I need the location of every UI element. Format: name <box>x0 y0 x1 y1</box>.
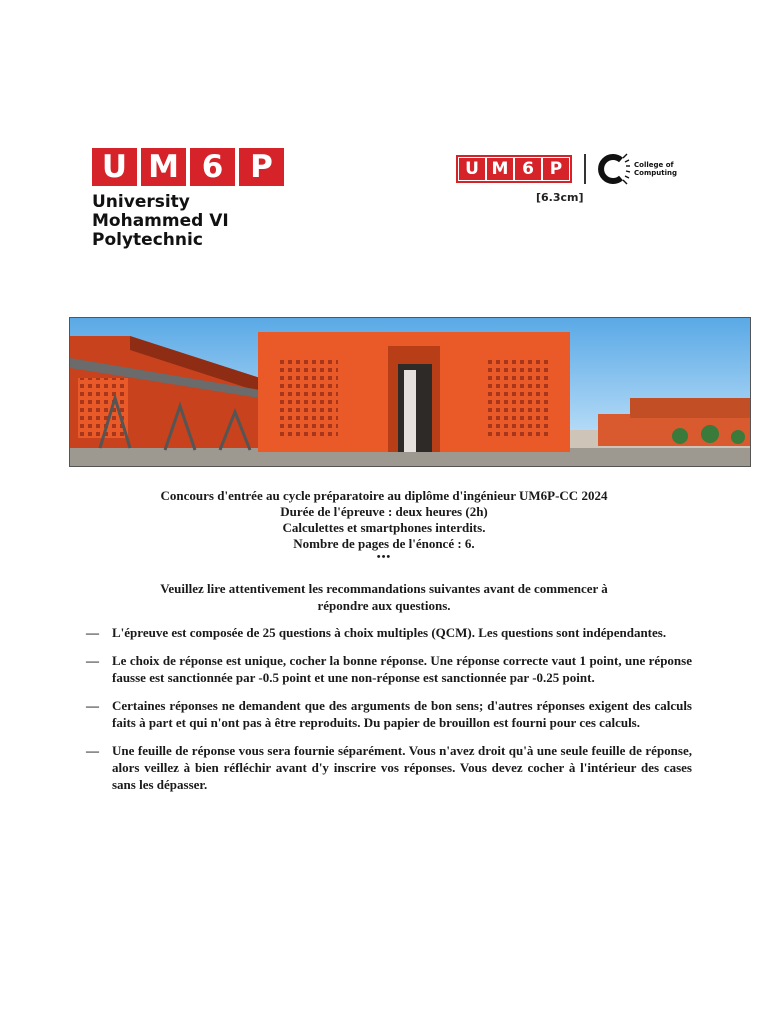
um6p-logo-letters <box>92 148 284 186</box>
logo-letter: 6 <box>190 148 235 186</box>
size-note: [6.3cm] <box>536 191 584 204</box>
logo-letter: M <box>487 158 513 180</box>
college-name-line: Computing <box>634 169 677 177</box>
dash-bullet: — <box>86 625 99 640</box>
instructions-intro <box>0 580 768 614</box>
campus-building-photo <box>69 317 751 467</box>
university-name-line: Polytechnic <box>92 230 203 250</box>
logo-letter: U <box>92 148 137 186</box>
instructions-list <box>86 624 692 804</box>
instruction-item <box>86 697 692 731</box>
dash-bullet: — <box>86 698 99 713</box>
instruction-text: Une feuille de réponse vous sera fournie séparément. Vous n'avez droit qu'à une seule feuille de réponse, alors veillez à bien réfléchir avant d'y inscrire vos réponses. Vous devez cocher à l'intérieur des cases sans les dépasser. <box>112 743 692 792</box>
instruction-text: Certaines réponses ne demandent que des arguments de bon sens; d'autres réponses exigent des calculs faits à part et qui n'ont pas à être reproduits. Du papier de brouillon est fourni pour ces calculs. <box>112 698 692 730</box>
um6p-logo <box>92 148 284 250</box>
instruction-item <box>86 624 692 641</box>
university-name-line: Mohammed VI <box>92 211 229 231</box>
instruction-item <box>86 742 692 793</box>
college-name-line: College of <box>634 161 674 169</box>
college-of-computing-logo <box>456 152 677 186</box>
university-name <box>92 193 284 250</box>
college-name <box>634 161 677 177</box>
logo-letter: P <box>543 158 569 180</box>
exam-title: Concours d'entrée au cycle préparatoire au diplôme d'ingénieur UM6P-CC 2024 <box>160 488 608 503</box>
intro-line: Veuillez lire attentivement les recommandations suivantes avant de commencer à <box>160 581 608 596</box>
logo-letter: P <box>239 148 284 186</box>
exam-calculator-rule: Calculettes et smartphones interdits. <box>282 520 486 535</box>
logo-letter: M <box>141 148 186 186</box>
university-name-line: University <box>92 192 190 212</box>
logo-separator <box>584 154 586 184</box>
logo-letter: U <box>459 158 485 180</box>
instruction-text: L'épreuve est composée de 25 questions à choix multiples (QCM). Les questions sont indépendantes. <box>112 625 667 640</box>
dash-bullet: — <box>86 653 99 668</box>
intro-line: répondre aux questions. <box>317 598 451 613</box>
um6p-small-logo <box>456 155 572 183</box>
exam-header <box>0 488 768 562</box>
computing-c-icon <box>596 152 630 186</box>
instruction-text: Le choix de réponse est unique, cocher la bonne réponse. Une réponse correcte vaut 1 point, une réponse fausse est sanctionnée par -0.5 point et une non-réponse est sanctionnée par -0.25 point. <box>112 653 692 685</box>
dash-bullet: — <box>86 743 99 758</box>
separator-dots: ••• <box>376 551 392 563</box>
logo-letter: 6 <box>515 158 541 180</box>
instruction-item <box>86 652 692 686</box>
exam-duration: Durée de l'épreuve : deux heures (2h) <box>280 504 488 519</box>
exam-page-count: Nombre de pages de l'énoncé : 6. <box>293 536 475 551</box>
